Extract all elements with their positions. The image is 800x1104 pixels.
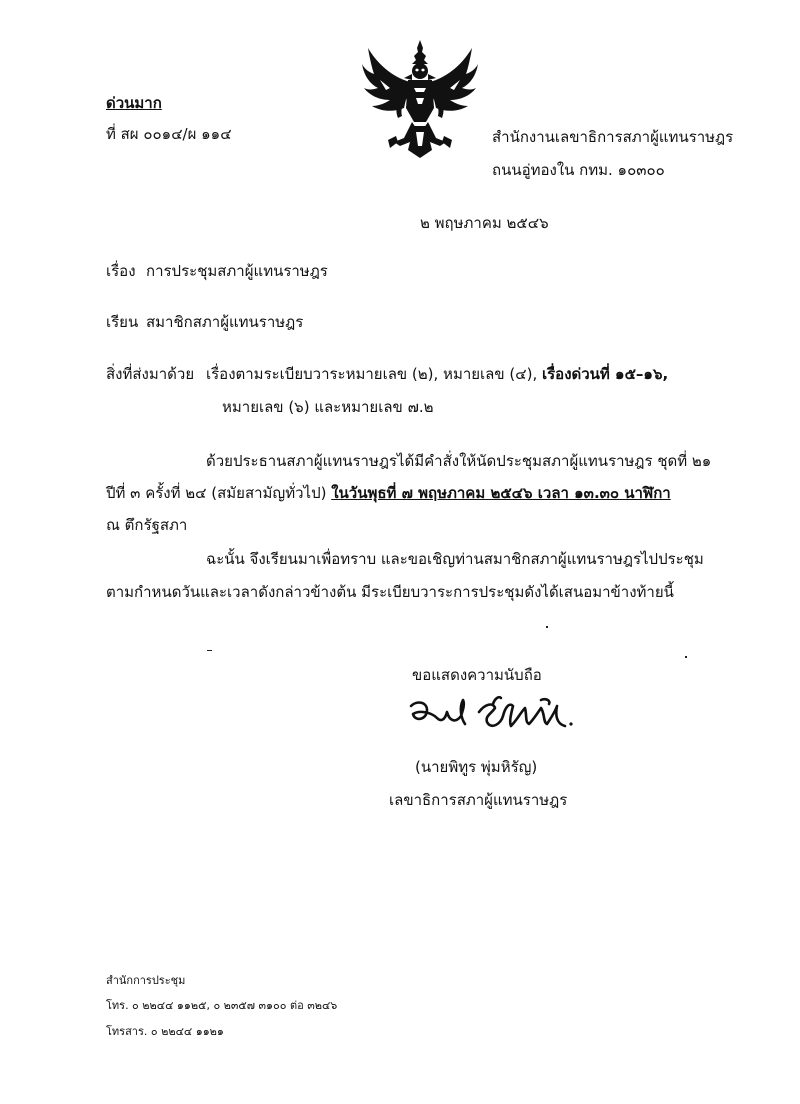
scan-speck bbox=[546, 626, 548, 628]
urgent-matters: เรื่องด่วนที่ ๑๕–๑๖, bbox=[542, 365, 669, 383]
enclosure-label: สิ่งที่ส่งมาด้วย bbox=[106, 365, 195, 383]
recipient-text: สมาชิกสภาผู้แทนราษฎร bbox=[146, 313, 304, 331]
body-paragraph-1-line-1: ด้วยประธานสภาผู้แทนราษฎรได้มีคำสั่งให้นัดประชุมสภาผู้แทนราษฎร ชุดที่ ๒๑ bbox=[206, 452, 712, 470]
scan-speck bbox=[685, 656, 687, 658]
urgency-label: ด่วนมาก bbox=[106, 94, 162, 112]
signature bbox=[405, 690, 585, 738]
office-address: ถนนอู่ทองใน กทม. ๑๐๓๐๐ bbox=[492, 161, 665, 179]
footer-fax: โทรสาร. ๐ ๒๒๔๔ ๑๑๒๑ bbox=[106, 1025, 224, 1038]
enclosure-items: เรื่องตามระเบียบวาระหมายเลข (๒), หมายเลข (๔), bbox=[206, 365, 538, 383]
enclosure-line-1 bbox=[206, 363, 668, 385]
subject-text: การประชุมสภาผู้แทนราษฎร bbox=[146, 262, 328, 280]
scan-speck bbox=[207, 650, 212, 651]
body-paragraph-2-line-1: ฉะนั้น จึงเรียนมาเพื่อทราบ และขอเชิญท่านสมาชิกสภาผู้แทนราษฎรไปประชุม bbox=[206, 550, 704, 568]
body-paragraph-1-line-2 bbox=[106, 482, 671, 504]
meeting-venue: ณ ตึกรัฐสภา bbox=[106, 516, 188, 534]
office-name: สำนักงานเลขาธิการสภาผู้แทนราษฎร bbox=[492, 128, 734, 146]
recipient-label: เรียน bbox=[106, 313, 139, 331]
letter-date: ๒ พฤษภาคม ๒๕๔๖ bbox=[420, 214, 549, 232]
subject-label: เรื่อง bbox=[106, 262, 136, 280]
footer-phone: โทร. ๐ ๒๒๔๔ ๑๑๒๕, ๐ ๒๓๕๗ ๓๑๐๐ ต่อ ๓๒๔๖ bbox=[106, 999, 338, 1012]
garuda-emblem bbox=[360, 38, 480, 160]
signer-title: เลขาธิการสภาผู้แทนราษฎร bbox=[389, 791, 568, 809]
reference-number: ที่ สผ ๐๐๑๔/ผ ๑๑๔ bbox=[106, 125, 232, 143]
closing-salutation: ขอแสดงความนับถือ bbox=[412, 666, 542, 684]
session-info: ปีที่ ๓ ครั้งที่ ๒๔ (สมัยสามัญทั่วไป) bbox=[106, 484, 327, 502]
footer-department: สำนักการประชุม bbox=[106, 974, 186, 987]
body-paragraph-2-line-2: ตามกำหนดวันและเวลาดังกล่าวข้างต้น มีระเบียบวาระการประชุมดังได้เสนอมาข้างท้ายนี้ bbox=[106, 583, 674, 601]
meeting-datetime: ในวันพุธที่ ๗ พฤษภาคม ๒๕๔๖ เวลา ๑๓.๓๐ นาฬิกา bbox=[331, 484, 671, 502]
enclosure-line-2: หมายเลข (๖) และหมายเลข ๗.๒ bbox=[222, 398, 434, 416]
signer-name: (นายพิทูร พุ่มหิรัญ) bbox=[415, 758, 538, 776]
